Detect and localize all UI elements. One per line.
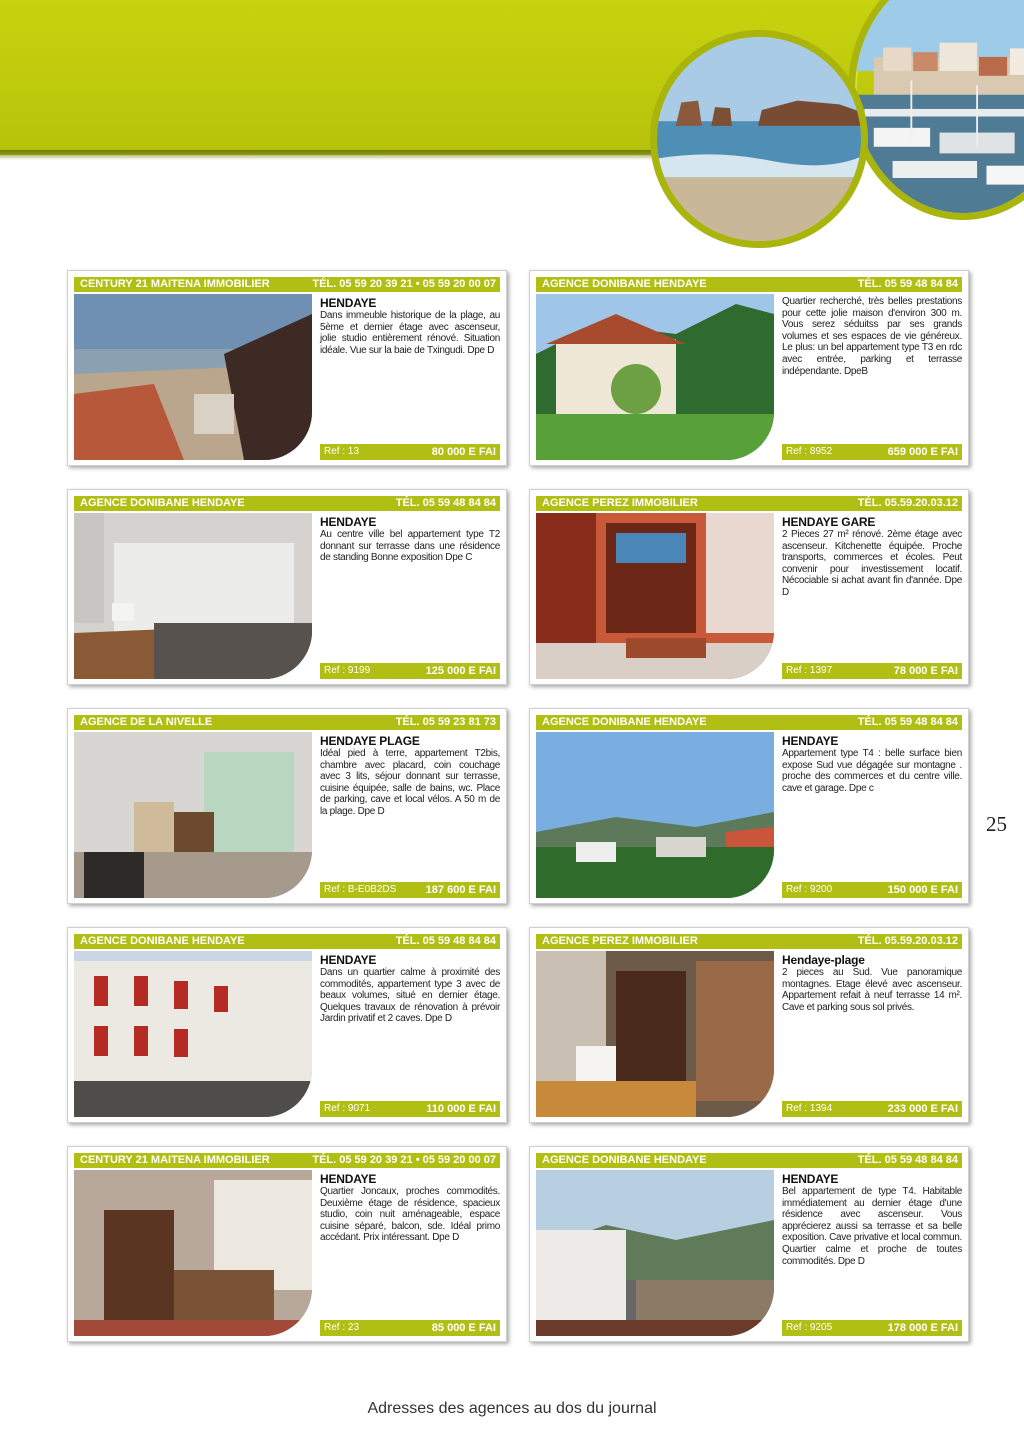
property-ref: Ref : 23 [324,1322,360,1333]
property-description: Bel appartement de type T4. Habitable immédiatement au dernier étage d'une résidence avec ascenseur. Vous apprécierez aussi sa terrasse et sa belle exposition. Cave privative et local commun. Quartier calme et proche de toutes commodités. Dpe D [782,1186,962,1267]
header-photo-harbor [848,0,1024,220]
property-town: HENDAYE [782,1172,839,1186]
card-header [536,277,962,292]
card-footer [782,882,962,898]
property-photo [74,732,312,898]
property-photo [74,951,312,1117]
listing-card[interactable] [529,489,969,685]
card-footer [320,1101,500,1117]
property-price: 85 000 E FAI [431,1322,496,1334]
property-town: HENDAYE [320,1172,377,1186]
property-price: 178 000 E FAI [887,1322,958,1334]
property-price: 80 000 E FAI [431,446,496,458]
listing-card[interactable] [529,927,969,1123]
property-description: Quartier recherché, très belles prestations pour cette jolie maison d'environ 300 m. Vous serez séduitss par ses grands volumes et ses espaces de vie généreux. Le plus: un bel appartement type T3 en rdc avec entrée, parking et terrasse indépendante. DpeB [782,296,962,377]
property-description: Quartier Joncaux, proches commodités. Deuxième étage de résidence, spacieux studio, coin nuit aménageable, espace cuisine séparé, balcon, sde. Idéal primo accédant. Prix intéressant. Dpe D [320,1186,500,1244]
agency-phone: TÉL. 05.59.20.03.12 [857,497,958,509]
agency-phone: TÉL. 05 59 48 84 84 [857,1154,958,1166]
listing-card[interactable] [67,927,507,1123]
listing-card[interactable] [529,270,969,466]
property-town: HENDAYE [320,515,377,529]
card-header [536,715,962,730]
property-ref: Ref : 9200 [786,884,833,895]
property-ref: Ref : 13 [324,446,360,457]
agency-name: AGENCE DONIBANE HENDAYE [542,1154,707,1166]
property-description: 2 pieces au Sud. Vue panoramique montagnes. Etage élevé avec ascenseur. Appartement refait à neuf terrasse 14 m². Cave et parking sous sol privés. [782,967,962,1013]
card-header [74,1153,500,1168]
agency-phone: TÉL. 05 59 48 84 84 [395,497,496,509]
page-number: 25 [986,812,1007,836]
agency-phone: TÉL. 05 59 23 81 73 [395,716,496,728]
header-photo-beach [650,30,868,248]
property-photo [74,1170,312,1336]
property-price: 150 000 E FAI [887,884,958,896]
property-description: Au centre ville bel appartement type T2 donnant sur terrasse dans une résidence de standing Bonne exposition Dpe C [320,529,500,564]
card-footer [782,1320,962,1336]
property-ref: Ref : 1394 [786,1103,833,1114]
property-ref: Ref : 9071 [324,1103,371,1114]
agency-name: AGENCE PEREZ IMMOBILIER [542,935,698,947]
agency-name: AGENCE DONIBANE HENDAYE [542,716,707,728]
card-header [74,496,500,511]
listing-card[interactable] [67,1146,507,1342]
property-ref: Ref : 8952 [786,446,833,457]
property-description: Dans un quartier calme à proximité des commodités, appartement type 3 avec de beaux volumes, situé en dernier étage. Quelques travaux de rénovation à prévoir Jardin privatif et 2 caves. Dpe D [320,967,500,1025]
card-footer [320,882,500,898]
listing-card[interactable] [67,270,507,466]
card-header [536,496,962,511]
property-photo [536,513,774,679]
agency-name: AGENCE DONIBANE HENDAYE [80,935,245,947]
property-town: HENDAYE PLAGE [320,734,420,748]
property-photo [536,294,774,460]
property-price: 125 000 E FAI [425,665,496,677]
card-footer [320,444,500,460]
property-photo [536,951,774,1117]
agency-name: AGENCE DONIBANE HENDAYE [80,497,245,509]
listing-card[interactable] [67,708,507,904]
agency-phone: TÉL. 05 59 20 39 21 • 05 59 20 00 07 [312,278,496,290]
property-town: Hendaye-plage [782,953,865,967]
card-footer [782,663,962,679]
agency-phone: TÉL. 05 59 48 84 84 [395,935,496,947]
footer-note: Adresses des agences au dos du journal [367,1400,657,1417]
listing-card[interactable] [529,708,969,904]
property-price: 659 000 E FAI [887,446,958,458]
card-footer [782,444,962,460]
listing-card[interactable] [67,489,507,685]
agency-phone: TÉL. 05.59.20.03.12 [857,935,958,947]
property-ref: Ref : 9199 [324,665,371,676]
property-price: 233 000 E FAI [887,1103,958,1115]
property-town: HENDAYE [320,953,377,967]
property-ref: Ref : B-E0B2DS [324,884,397,895]
property-ref: Ref : 9205 [786,1322,833,1333]
card-footer [320,663,500,679]
property-price: 78 000 E FAI [893,665,958,677]
property-description: Dans immeuble historique de la plage, au 5ème et dernier étage avec ascenseur, jolie studio entièrement rénové. Situation idéale. Vue sur la baie de Txingudi. Dpe D [320,310,500,356]
property-town: HENDAYE [782,734,839,748]
property-price: 187 600 E FAI [425,884,496,896]
property-photo [74,513,312,679]
card-header [74,934,500,949]
card-header [74,715,500,730]
property-ref: Ref : 1397 [786,665,833,676]
property-photo [74,294,312,460]
agency-name: AGENCE PEREZ IMMOBILIER [542,497,698,509]
property-description: 2 Pieces 27 m² rénové. 2ème étage avec ascenseur. Kitchenette équipée. Proche transports, commerces et écoles. Peut convenir pour investissement locatif. Nécociable si achat avant fin d'année. Dpe D [782,529,962,598]
property-description: Appartement type T4 : belle surface bien expose Sud vue dégagée sur montagne . proche des commerces et du centre ville. cave et garage. Dpe c [782,748,962,794]
card-footer [320,1320,500,1336]
property-price: 110 000 E FAI [426,1103,496,1115]
agency-phone: TÉL. 05 59 20 39 21 • 05 59 20 00 07 [312,1154,496,1166]
agency-name: CENTURY 21 MAITENA IMMOBILIER [80,278,270,290]
card-header [536,1153,962,1168]
header-band-shadow [0,150,760,160]
agency-name: AGENCE DONIBANE HENDAYE [542,278,707,290]
agency-phone: TÉL. 05 59 48 84 84 [857,278,958,290]
property-photo [536,1170,774,1336]
property-town: HENDAYE GARE [782,515,876,529]
agency-phone: TÉL. 05 59 48 84 84 [857,716,958,728]
agency-name: AGENCE DE LA NIVELLE [80,716,213,728]
property-description: Idéal pied à terre, appartement T2bis, chambre avec placard, coin couchage avec 3 lits, séjour donnant sur terrasse, cuisine équipée, salle de bains, wc. Place de parking, cave et local vélos. A 50 m de la plage. Dpe D [320,748,500,817]
property-photo [536,732,774,898]
agency-name: CENTURY 21 MAITENA IMMOBILIER [80,1154,270,1166]
card-header [74,277,500,292]
property-town: HENDAYE [320,296,377,310]
listing-card[interactable] [529,1146,969,1342]
card-footer [782,1101,962,1117]
card-header [536,934,962,949]
